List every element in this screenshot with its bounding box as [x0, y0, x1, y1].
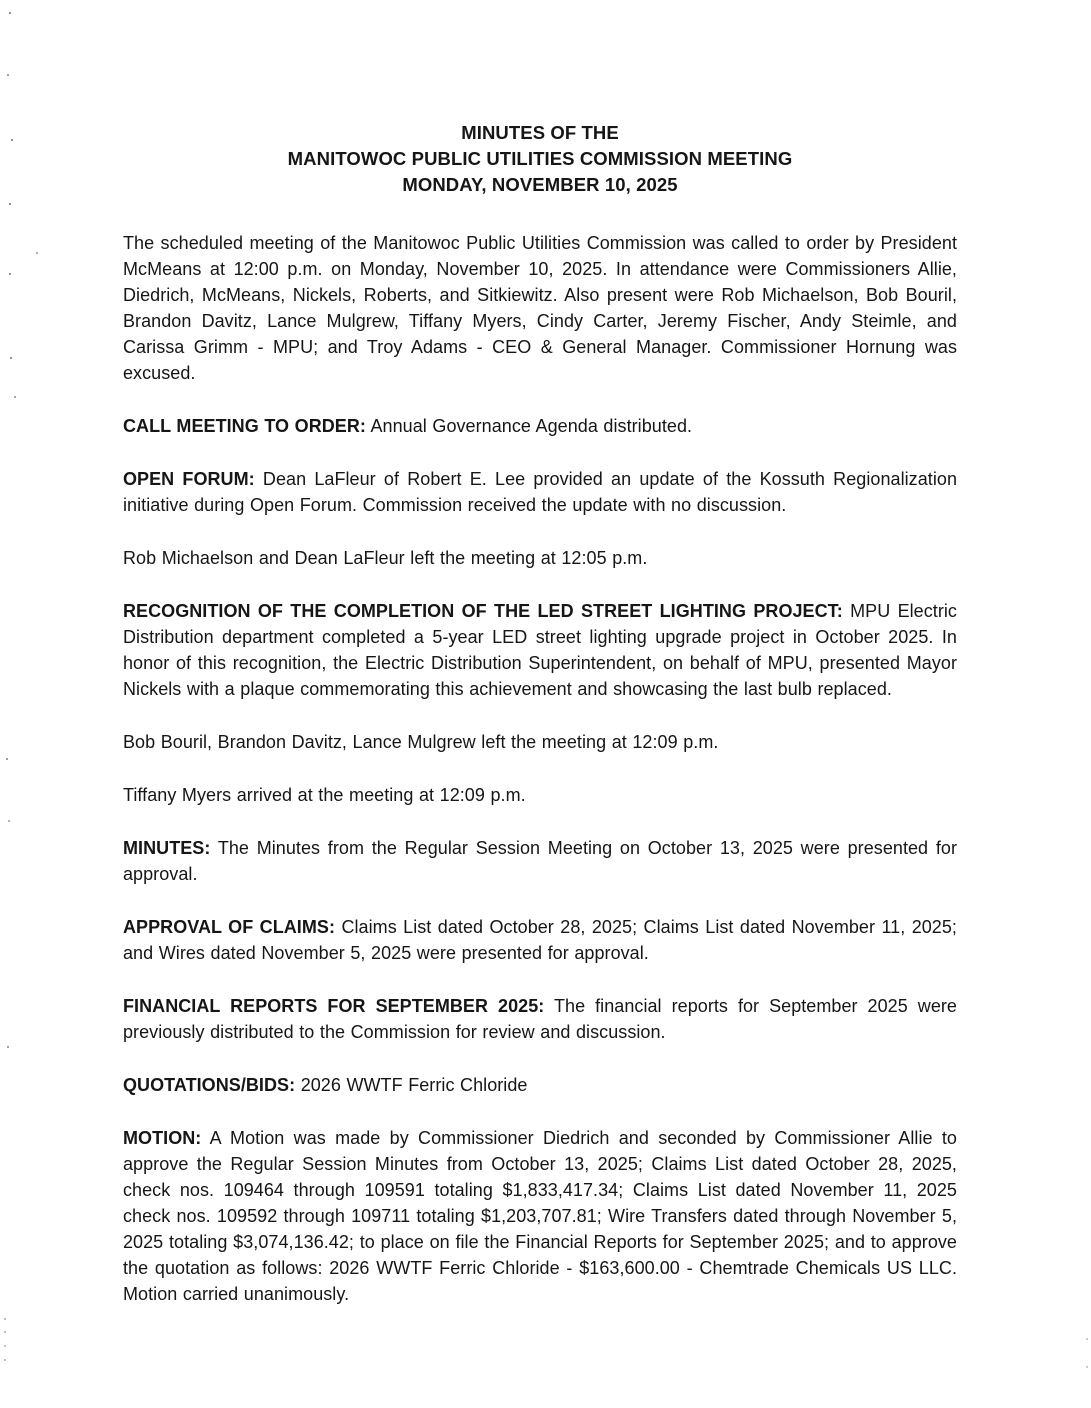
paragraph-text: A Motion was made by Commissioner Diedrich and seconded by Commissioner Allie to approve the Regular Session Minutes from October 13, 2025; Claims List dated October 28, 2025, check nos. 109464 through 109591 totaling $1,833,417.34; Claims List dated November 11, 2025 check nos. 109592 through 109711 totaling $1,203,707.81; Wire Transfers dated through November 5, 2025 totaling $3,074,136.42; to place on file the Financial Reports for September 2025; and to approve the quotation as follows: 2026 WWTF Ferric Chloride - $163,600.00 - Chemtrade Chemicals US LLC. Motion carried unanimously. — [123, 1128, 957, 1304]
paragraph-text: Claims List dated October 28, 2025; Claims List dated November 11, 2025; and Wires dated November 5, 2025 were presented for approval. — [123, 917, 957, 963]
paragraph-text: Tiffany Myers arrived at the meeting at 12:09 p.m. — [123, 785, 526, 805]
document-content — [123, 120, 957, 1307]
paragraph-text: MPU Electric Distribution department completed a 5-year LED street lighting upgrade project in October 2025. In honor of this recognition, the Electric Distribution Superintendent, on behalf of MPU, presented Mayor Nickels with a plaque commemorating this achievement and showcasing the last bulb replaced. — [123, 601, 957, 699]
section-heading-call-to-order: CALL MEETING TO ORDER: — [123, 416, 366, 436]
paragraph-departure-note — [123, 729, 957, 755]
title-line-2: MANITOWOC PUBLIC UTILITIES COMMISSION MEETING — [287, 148, 793, 169]
paragraph-text: Dean LaFleur of Robert E. Lee provided an update of the Kossuth Regionalization initiative during Open Forum. Commission received the update with no discussion. — [123, 469, 957, 515]
title-line-3: MONDAY, NOVEMBER 10, 2025 — [402, 174, 678, 195]
section-heading-approval-of-claims: APPROVAL OF CLAIMS: — [123, 917, 336, 937]
paragraph-led-recognition — [123, 598, 957, 702]
paragraph-minutes — [123, 835, 957, 887]
paragraph-open-forum — [123, 466, 957, 518]
paragraph-text: 2026 WWTF Ferric Chloride — [300, 1075, 528, 1095]
paragraph-financial-reports — [123, 993, 957, 1045]
section-heading-quotations-bids: QUOTATIONS/BIDS: — [123, 1075, 296, 1095]
paragraph-motion — [123, 1125, 957, 1307]
paragraph-quotations-bids — [123, 1072, 957, 1098]
paragraph-text: Bob Bouril, Brandon Davitz, Lance Mulgrew left the meeting at 12:09 p.m. — [123, 732, 719, 752]
paragraph-departure-note — [123, 545, 957, 571]
paragraph-attendance — [123, 230, 957, 386]
section-heading-open-forum: OPEN FORUM: — [123, 469, 255, 489]
document-title — [123, 120, 957, 198]
paragraph-arrival-note — [123, 782, 957, 808]
paragraph-text: The financial reports for September 2025 were previously distributed to the Commission for review and discussion. — [123, 996, 957, 1042]
paragraph-text: Rob Michaelson and Dean LaFleur left the meeting at 12:05 p.m. — [123, 548, 648, 568]
section-heading-motion: MOTION: — [123, 1128, 202, 1148]
section-heading-financial-reports: FINANCIAL REPORTS FOR SEPTEMBER 2025: — [123, 996, 545, 1016]
title-line-1: MINUTES OF THE — [461, 122, 619, 143]
paragraph-text: The Minutes from the Regular Session Meeting on October 13, 2025 were presented for approval. — [123, 838, 957, 884]
section-heading-minutes: MINUTES: — [123, 838, 211, 858]
paragraph-call-to-order — [123, 413, 957, 439]
scan-speckle-artifacts — [0, 0, 2, 2]
paragraph-text: Annual Governance Agenda distributed. — [370, 416, 693, 436]
paragraph-approval-of-claims — [123, 914, 957, 966]
paragraph-text: The scheduled meeting of the Manitowoc Public Utilities Commission was called to order by President McMeans at 12:00 p.m. on Monday, November 10, 2025. In attendance were Commissioners Allie, Diedrich, McMeans, Nickels, Roberts, and Sitkiewitz. Also present were Rob Michaelson, Bob Bouril, Brandon Davitz, Lance Mulgrew, Tiffany Myers, Cindy Carter, Jeremy Fischer, Andy Steimle, and Carissa Grimm - MPU; and Troy Adams - CEO & General Manager. Commissioner Hornung was excused. — [123, 233, 957, 383]
section-heading-led-recognition: RECOGNITION OF THE COMPLETION OF THE LED STREET LIGHTING PROJECT: — [123, 601, 843, 621]
